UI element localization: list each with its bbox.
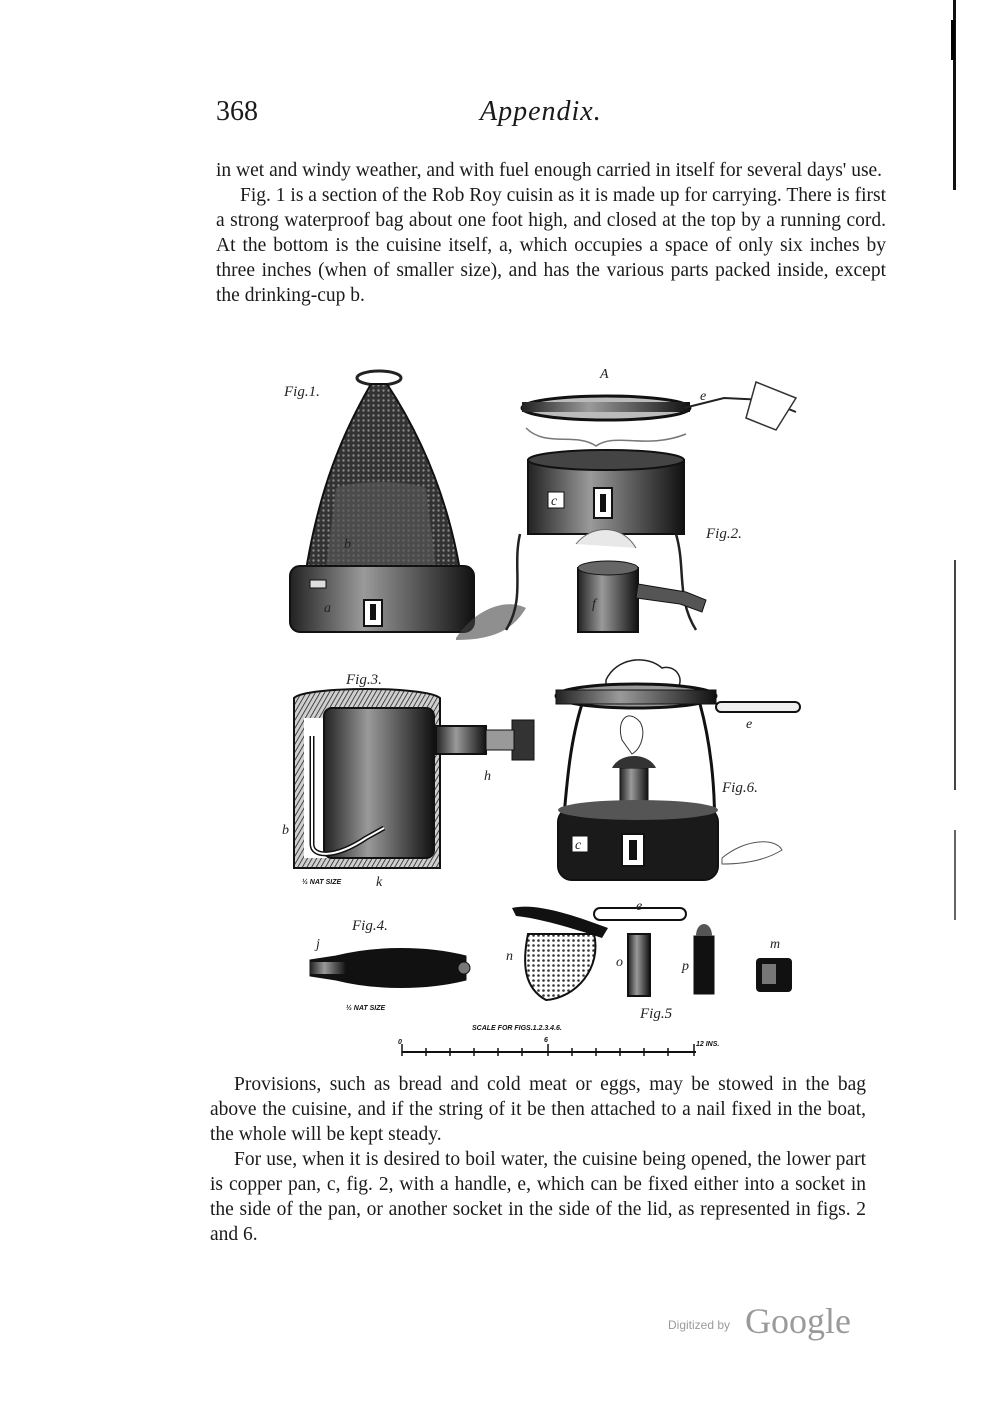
cuisine-illustration xyxy=(276,368,806,1060)
fig3-label: Fig.3. xyxy=(346,672,382,688)
watermark-prefix: Digitized by xyxy=(668,1318,731,1332)
paragraph: in wet and windy weather, and with fuel enough carried in itself for several days' use. xyxy=(216,160,883,181)
letter-c-fig2: c xyxy=(551,494,558,509)
fig2-label: Fig.2. xyxy=(706,526,742,542)
fig1-drawing xyxy=(283,371,526,640)
body-text-bottom xyxy=(210,1072,866,1247)
letter-e-fig6: e xyxy=(746,717,753,732)
letter-h: h xyxy=(484,769,491,784)
letter-k: k xyxy=(376,875,383,890)
scale-caption: SCALE FOR FIGS.1.2.3.4.6. xyxy=(472,1025,562,1032)
paragraph: Fig. 1 is a section of the Rob Roy cuisin as it is made up for carrying. There is first a strong waterproof bag about one foot high, and closed at the top by a running cord. At the bottom is the cuisine itself, a, which occupies a space of only six inches by three inches (when of smaller size), and has the various parts packed inside, except the drinking-cup b. xyxy=(216,185,886,306)
digitized-watermark xyxy=(668,1300,868,1340)
fig2-drawing xyxy=(506,368,796,632)
running-title: Appendix. xyxy=(480,96,602,127)
fig5-label: Fig.5 xyxy=(640,1006,673,1022)
watermark-logo: Google xyxy=(745,1301,851,1341)
letter-e-fig5: e xyxy=(636,899,643,914)
cuisine-engraving xyxy=(276,368,806,1060)
letter-p: p xyxy=(682,959,689,974)
letter-f: f xyxy=(592,597,596,612)
letter-o: o xyxy=(616,955,623,970)
letter-a: a xyxy=(324,601,331,616)
fig4-label: Fig.4. xyxy=(352,918,388,934)
size-note-fig4: ½ NAT SIZE xyxy=(346,1005,386,1012)
letter-b-fig3: b xyxy=(282,823,289,838)
page-header xyxy=(216,96,886,136)
body-text-top xyxy=(216,158,886,308)
fig5-drawing xyxy=(506,899,792,1022)
fig6-label: Fig.6. xyxy=(722,780,758,796)
fig4-drawing xyxy=(310,918,470,1012)
scale-mid: 6 xyxy=(544,1037,548,1044)
scale-bar xyxy=(398,1025,719,1056)
fig6-drawing xyxy=(556,660,800,880)
letter-b: b xyxy=(344,537,351,552)
fig3-drawing xyxy=(282,672,534,890)
fig1-label: Fig.1. xyxy=(284,384,320,400)
size-note-fig3: ½ NAT SIZE xyxy=(302,879,342,886)
paragraph: Provisions, such as bread and cold meat or eggs, may be stowed in the bag above the cuisine, and if the string of it be then attached to a nail fixed in the boat, the whole will be kept steady. xyxy=(210,1074,866,1145)
letter-j: j xyxy=(316,937,320,952)
letter-A: A xyxy=(600,368,609,382)
scale-start: 0 xyxy=(398,1039,402,1046)
letter-m: m xyxy=(770,937,781,952)
scan-edge-marks xyxy=(948,0,958,1413)
letter-c-fig6: c xyxy=(575,838,582,853)
letter-e-fig2: e xyxy=(700,389,707,404)
paragraph: For use, when it is desired to boil water, the cuisine being opened, the lower part is copper pan, c, fig. 2, with a handle, e, which can be fixed either into a socket in the side of the pan, or another socket in the side of the lid, as represented in figs. 2 and 6. xyxy=(210,1149,866,1245)
scale-end: 12 INS. xyxy=(696,1041,720,1048)
page-number: 368 xyxy=(216,96,258,127)
letter-n: n xyxy=(506,949,513,964)
